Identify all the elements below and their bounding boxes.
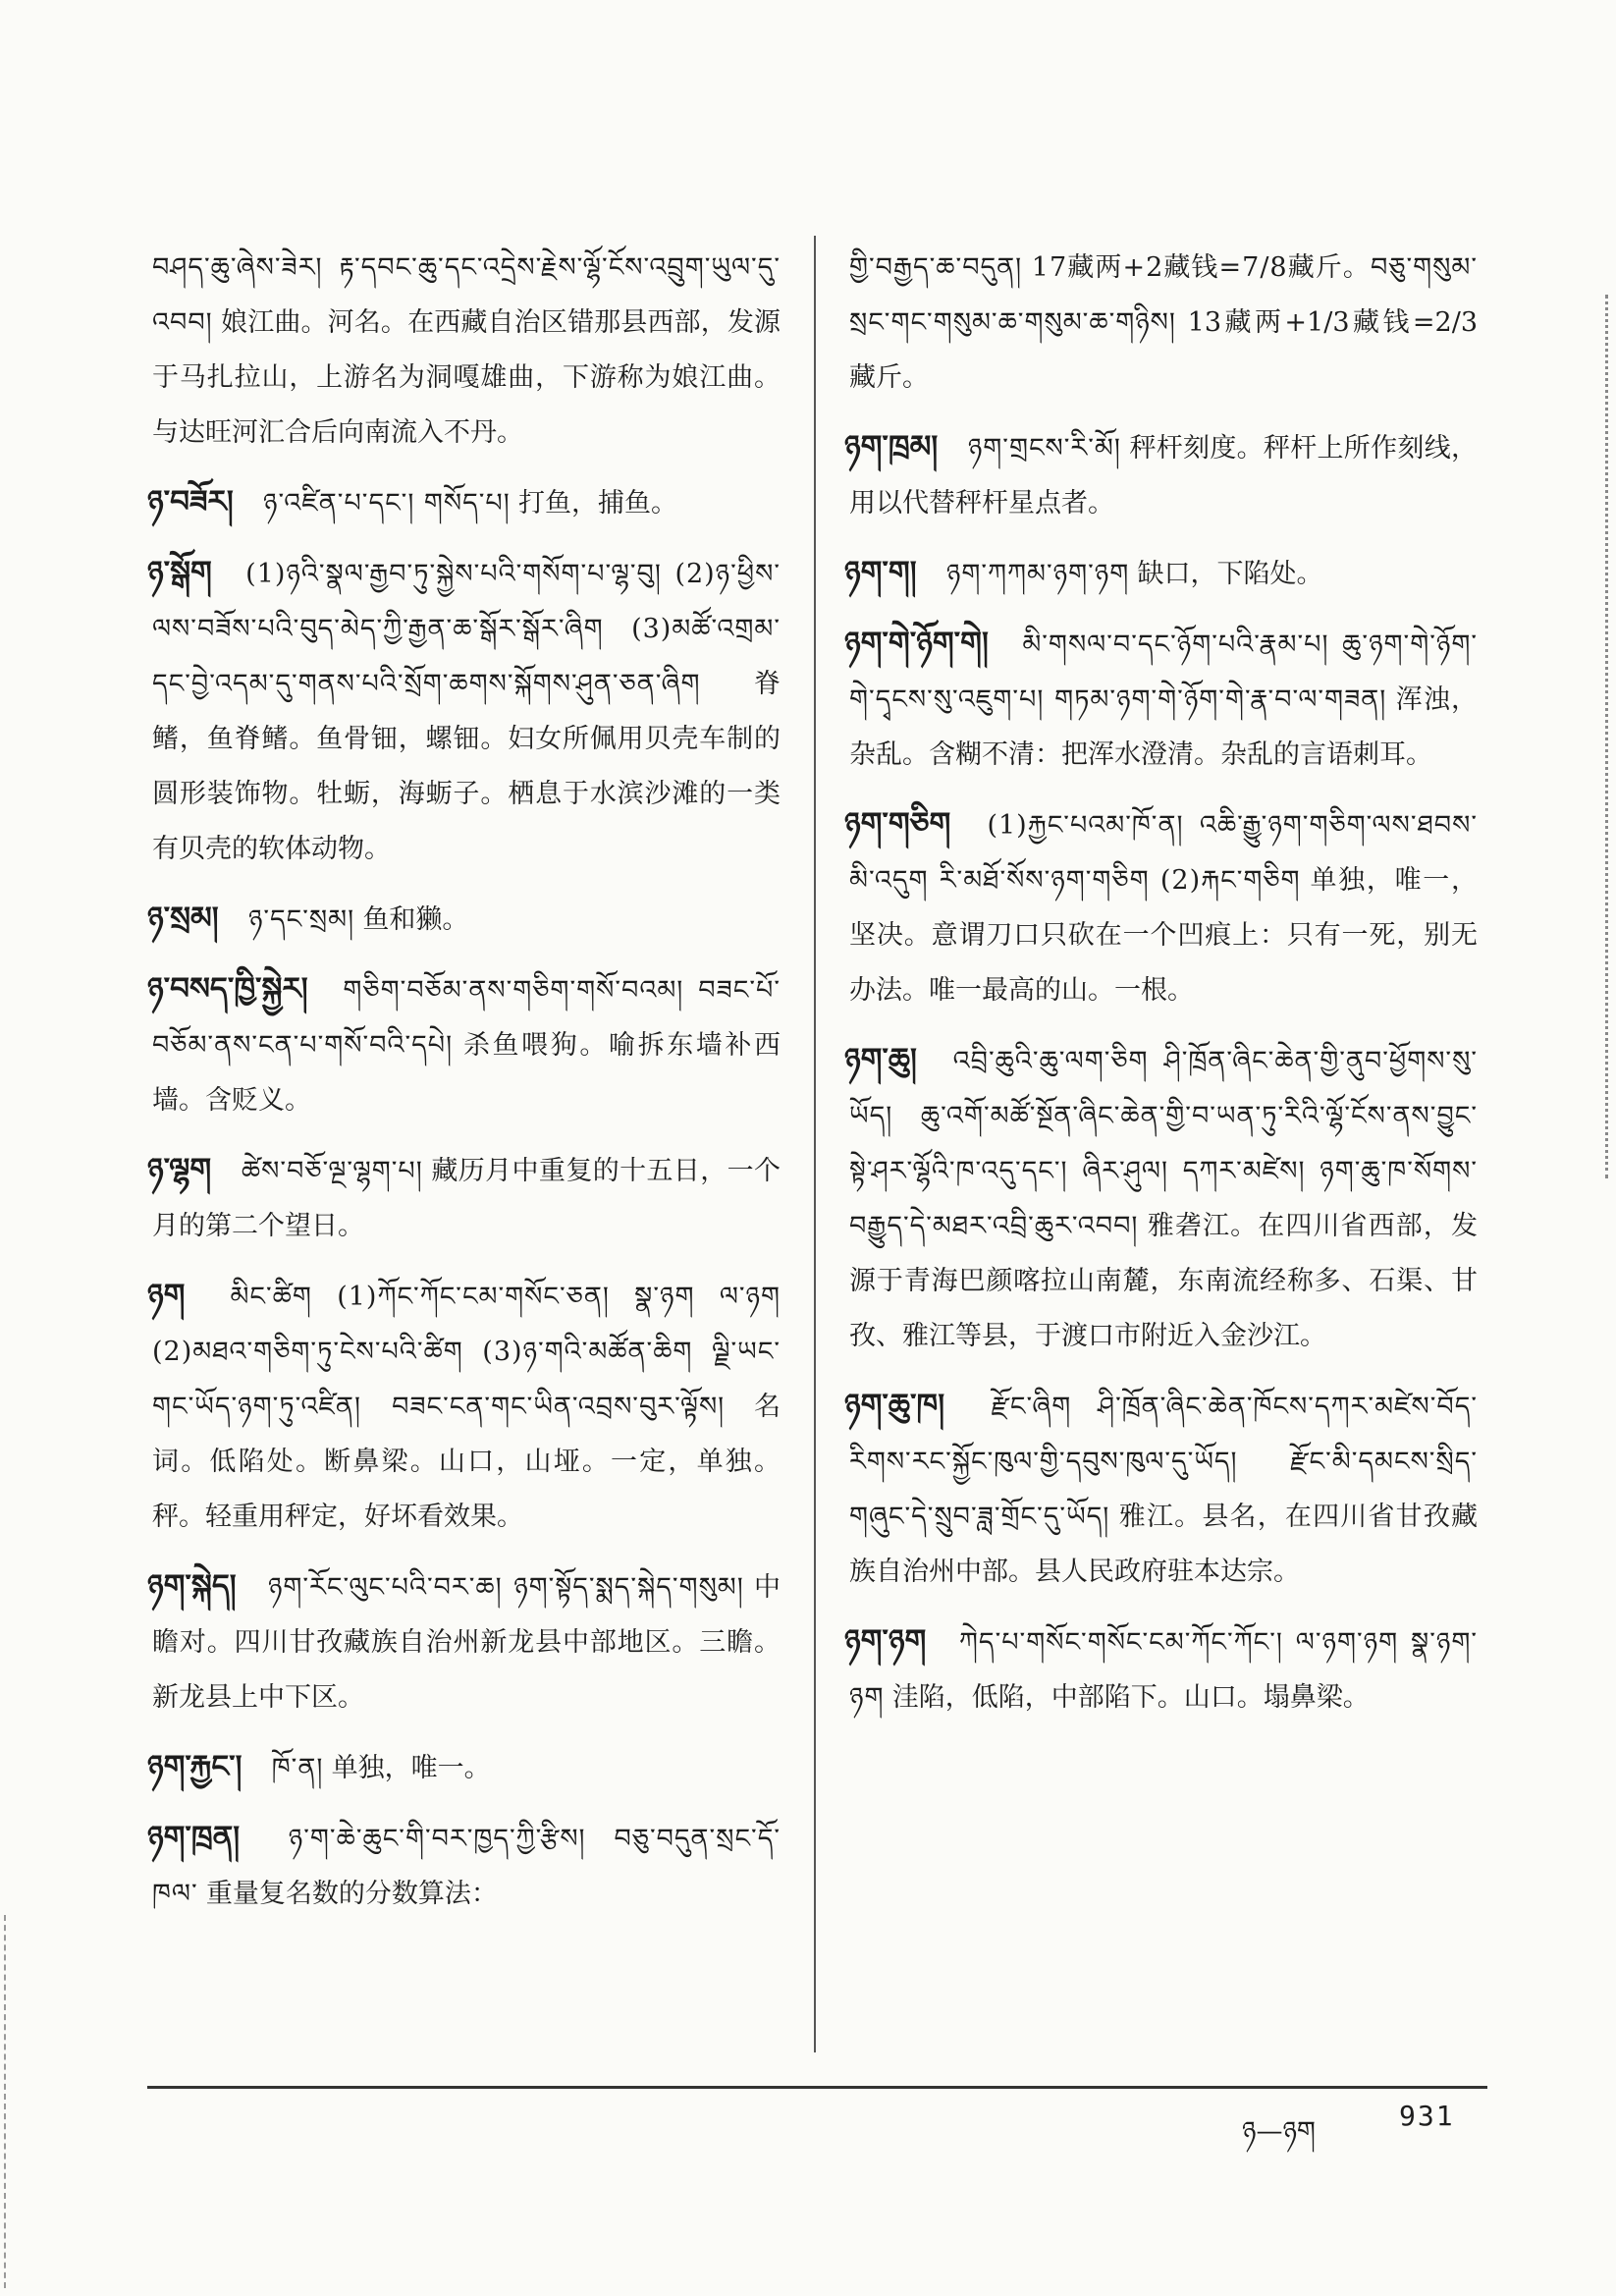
entry-tibetan: (1)ཉའི་སྣལ་རྒྱབ་ཏུ་སྐྱེས་པའི་གསོག་པ་ལྷ་བུ། (2)ཉ་ཕྱིས་ལས་བཟོས་པའི་བུད་མེད་ཀྱི་རྒྱན་ཆ་སྒོར་སྒོར་ཞིག (3)མཚོ་འགྲམ་དང་བྱེ་འདམ་དུ་གནས་པའི་སྲོག་ཆགས་སྐོགས་ཤུན་ཅན་ཞིག	[152, 559, 781, 699]
entry	[844, 545, 1478, 602]
entry-tibetan: ཀེད་པ་གསོང་གསོང་ངམ་ཀོང་ཀོང་། ལ་ཉག་ཉག སྣ་ཉག་ཉག	[849, 1627, 1479, 1713]
entry	[147, 1268, 781, 1545]
entry-chinese: 鱼和獭。	[362, 904, 469, 935]
entry-headword: ཉག་ཆུ་ཁ།	[844, 1388, 945, 1423]
footer-rule	[147, 2086, 1487, 2089]
entry-headword: ཉ་སྲམ།	[147, 901, 219, 936]
entry-headword: ཉ་སྒོག	[147, 555, 212, 590]
entry-tibetan: འབྲི་ཆུའི་ཆུ་ལག་ཅིག ཤི་ཁྲོན་ཞིང་ཆེན་གྱི་ནུབ་ཕྱོགས་སུ་ཡོད། ཆུ་འགོ་མཚོ་སྔོན་ཞིང་ཆེན་གྱི་བ་ཡན་ཏུ་རིའི་ལྷོ་ངོས་ནས་བྱུང་སྟེ་ཤར་ལྷོའི་ཁ་འདུ་དང་། ཞིར་ཤུལ། དཀར་མཛེས། ཉག་ཆུ་ཁ་སོགས་བརྒྱུད་དེ་མཐར་འབྲི་ཆུར་འབབ།	[849, 1046, 1478, 1241]
entry	[844, 419, 1478, 531]
entry-chinese: 秤杆刻度。秤杆上所作刻线，用以代替秤杆星点者。	[849, 433, 1478, 519]
scan-edge-marks	[1588, 295, 1608, 1178]
entry	[147, 1558, 781, 1725]
entry	[844, 616, 1479, 783]
entry	[147, 891, 781, 948]
entry	[147, 545, 781, 877]
entry-chinese: 脊鳍，鱼脊鳍。鱼骨钿，螺钿。妇女所佩用贝壳车制的圆形装饰物。牡蛎，海蛎子。栖息于水滨沙滩的一类有贝壳的软体动物。	[152, 669, 781, 864]
entry-chinese: 打鱼，捕鱼。	[518, 488, 678, 519]
entry-chinese: 名词。低陷处。断鼻梁。山口，山垭。一定，单独。秤。轻重用秤定，好坏看效果。	[152, 1392, 781, 1532]
entry-tibetan: ཉ་ག་ཆེ་ཆུང་གི་བར་ཁྱད་ཀྱི་རྩིས། བཅུ་བདུན་སྲང་དོ་ཁལ་	[152, 1824, 781, 1909]
entry-chinese: 洼陷，低陷，中部陷下。山口。塌鼻梁。	[891, 1682, 1370, 1713]
entry-tibetan: ཉག་རོང་ལུང་པའི་བར་ཆ། ཉག་སྟོད་སྨད་སྐེད་གསུམ།	[267, 1572, 744, 1603]
entry-chinese: 中瞻对。四川甘孜藏族自治州新龙县中部地区。三瞻。新龙县上中下区。	[152, 1572, 781, 1713]
entry-headword: ཉ་བཟོར།	[147, 484, 234, 519]
entry-tibetan: རྫོང་ཞིག ཤི་ཁྲོན་ཞིང་ཆེན་ཁོངས་དཀར་མཛེས་བོད་རིགས་རང་སྐྱོང་ཁུལ་གྱི་དབུས་ཁུལ་དུ་ཡོད། རྫོང་མི་དམངས་སྲིད་གཞུང་དེ་སྲུབ་ཟླ་གྲོང་དུ་ཡོད།	[849, 1392, 1478, 1532]
entry	[152, 241, 781, 461]
entry-tibetan: གཅིག་བཅོམ་ནས་གཅིག་གསོ་བའམ། བཟང་པོ་བཅོམ་ནས་ངན་པ་གསོ་བའི་དཔེ།	[152, 975, 781, 1061]
entry-chinese: 单独，唯一。	[331, 1753, 491, 1783]
left-column	[147, 241, 781, 1936]
entry-chinese: 雅砻江。在四川省西部，发源于青海巴颜喀拉山南麓，东南流经称多、石渠、甘孜、雅江等县，于渡口市附近入金沙江。	[849, 1211, 1479, 1351]
entry-chinese: 浑浊，杂乱。含糊不清：把浑水澄清。杂乱的言语刺耳。	[849, 684, 1479, 770]
entry-headword: ཉག་གེ་ཉོག་གེ།	[844, 626, 989, 661]
entry-headword: ཉག་ཁྲམ།	[844, 429, 939, 465]
entry-headword: ཉག་ཁྲན།	[147, 1820, 241, 1855]
entry	[844, 796, 1478, 1018]
entry-tibetan: ཁོ་ན།	[271, 1753, 324, 1783]
entry-tibetan: ཉ་འཛིན་པ་དང་། གསོད་པ།	[263, 488, 511, 519]
entry-tibetan: ཉག་གྲངས་རི་མོ།	[967, 433, 1121, 464]
entry	[844, 1378, 1479, 1600]
entry-headword: ཉག་ཉག	[844, 1623, 927, 1659]
page-number: 931	[1399, 2100, 1455, 2132]
entry-headword: ཉག་གཅིག	[844, 806, 951, 842]
entry	[147, 1142, 781, 1254]
entry-tibetan: ཉ་དང་སྲམ།	[247, 904, 355, 935]
entry-headword: ཉ་བསད་ཁྱི་སྐྱེར།	[147, 971, 308, 1007]
entry-chinese: 重量复名数的分数算法：	[205, 1879, 498, 1909]
entry-headword: ཉག	[147, 1278, 186, 1313]
entry-chinese: 单独，唯一，坚决。意谓刀口只砍在一个凹痕上：只有一死，别无办法。唯一最高的山。一根。	[849, 865, 1478, 1006]
entry-headword: ཉག་སྐེད།	[147, 1568, 237, 1604]
entry	[844, 1613, 1479, 1725]
entry-headword: ཉག་ཆུ།	[844, 1042, 917, 1077]
entry-chinese: 缺口，下陷处。	[1137, 559, 1323, 589]
entry-tibetan: མིང་ཚིག (1)ཀོང་ཀོང་ངམ་གསོང་ཅན། སྣ་ཉག ལ་ཉག (2)མཐའ་གཅིག་ཏུ་ངེས་པའི་ཚིག (3)ཉ་གའི་མཚོན་ཆིག ལྗི་ཡང་གང་ཡོད་ཉག་ཏུ་འཛིན། བཟང་ངན་གང་ཡིན་འབྲས་བུར་ལྟོས།	[152, 1282, 781, 1422]
entry	[147, 1739, 781, 1796]
right-column	[844, 241, 1479, 1739]
entry-tibetan: ཚེས་བཅོ་ལྔ་ལྷག་པ།	[241, 1156, 423, 1186]
scan-left-edge	[4, 1915, 12, 2288]
entry-tibetan: མི་གསལ་བ་དང་ཉོག་པའི་རྣམ་པ། ཆུ་ཉག་གེ་ཉོག་གེ་དྭངས་སུ་འཇུག་པ། གཏམ་ཉག་གེ་ཉོག་གེ་རྣ་བ་ལ་གཟན།	[849, 629, 1479, 715]
column-divider	[814, 236, 816, 2052]
entry-chinese: 13藏两+1/3藏钱=2/3藏斤。	[849, 307, 1479, 393]
entry	[849, 241, 1478, 406]
entry-chinese: 雅江。县名，在四川省甘孜藏族自治州中部。县人民政府驻本达宗。	[849, 1502, 1479, 1587]
entry-tibetan: བཤད་ཆུ་ཞེས་ཟེར། རྟ་དབང་ཆུ་དང་འདྲེས་རྗེས་ལྷོ་ངོས་འབྲུག་ཡུལ་དུ་འབབ།	[152, 252, 781, 338]
entry-chinese: 娘江曲。河名。在西藏自治区错那县西部，发源于马扎拉山，上游名为洞嘎雄曲，下游称为娘江曲。与达旺河汇合后向南流入不丹。	[152, 307, 781, 448]
entry-headword: ཉ་ལྷག	[147, 1152, 212, 1187]
entry-tibetan: གྱི་བརྒྱད་ཆ་བདུན། 17藏两+2藏钱=7/8藏斤。བཅུ་གསུམ་སྲང་གང་གསུམ་ཆ་གསུམ་ཆ་གཉིས།	[849, 252, 1478, 338]
entry-headword: ཉག་ག།	[844, 555, 917, 590]
entry-chinese: 杀鱼喂狗。喻拆东墙补西墙。含贬义。	[152, 1030, 781, 1116]
entry	[844, 1032, 1479, 1364]
entry-tibetan: ཉག་ཀཀམ་ཉག་ཉག	[945, 559, 1130, 589]
entry-chinese: 藏历月中重复的十五日，一个月的第二个望日。	[152, 1156, 781, 1241]
entry	[147, 1810, 781, 1922]
entry-headword: ཉག་རྐྱང་།	[147, 1749, 242, 1784]
entry	[147, 474, 781, 531]
entry-tibetan: (1)རྐྱང་པའམ་ཁོ་ན། འཆི་རྒྱུ་ཉག་གཅིག་ལས་ཐབས་མི་འདུག རི་མཐོ་སོས་ཉག་གཅིག (2)རྐང་གཅིག	[849, 810, 1478, 896]
page-range: ཉ—ཉག	[1242, 2116, 1316, 2147]
entry	[147, 961, 781, 1128]
